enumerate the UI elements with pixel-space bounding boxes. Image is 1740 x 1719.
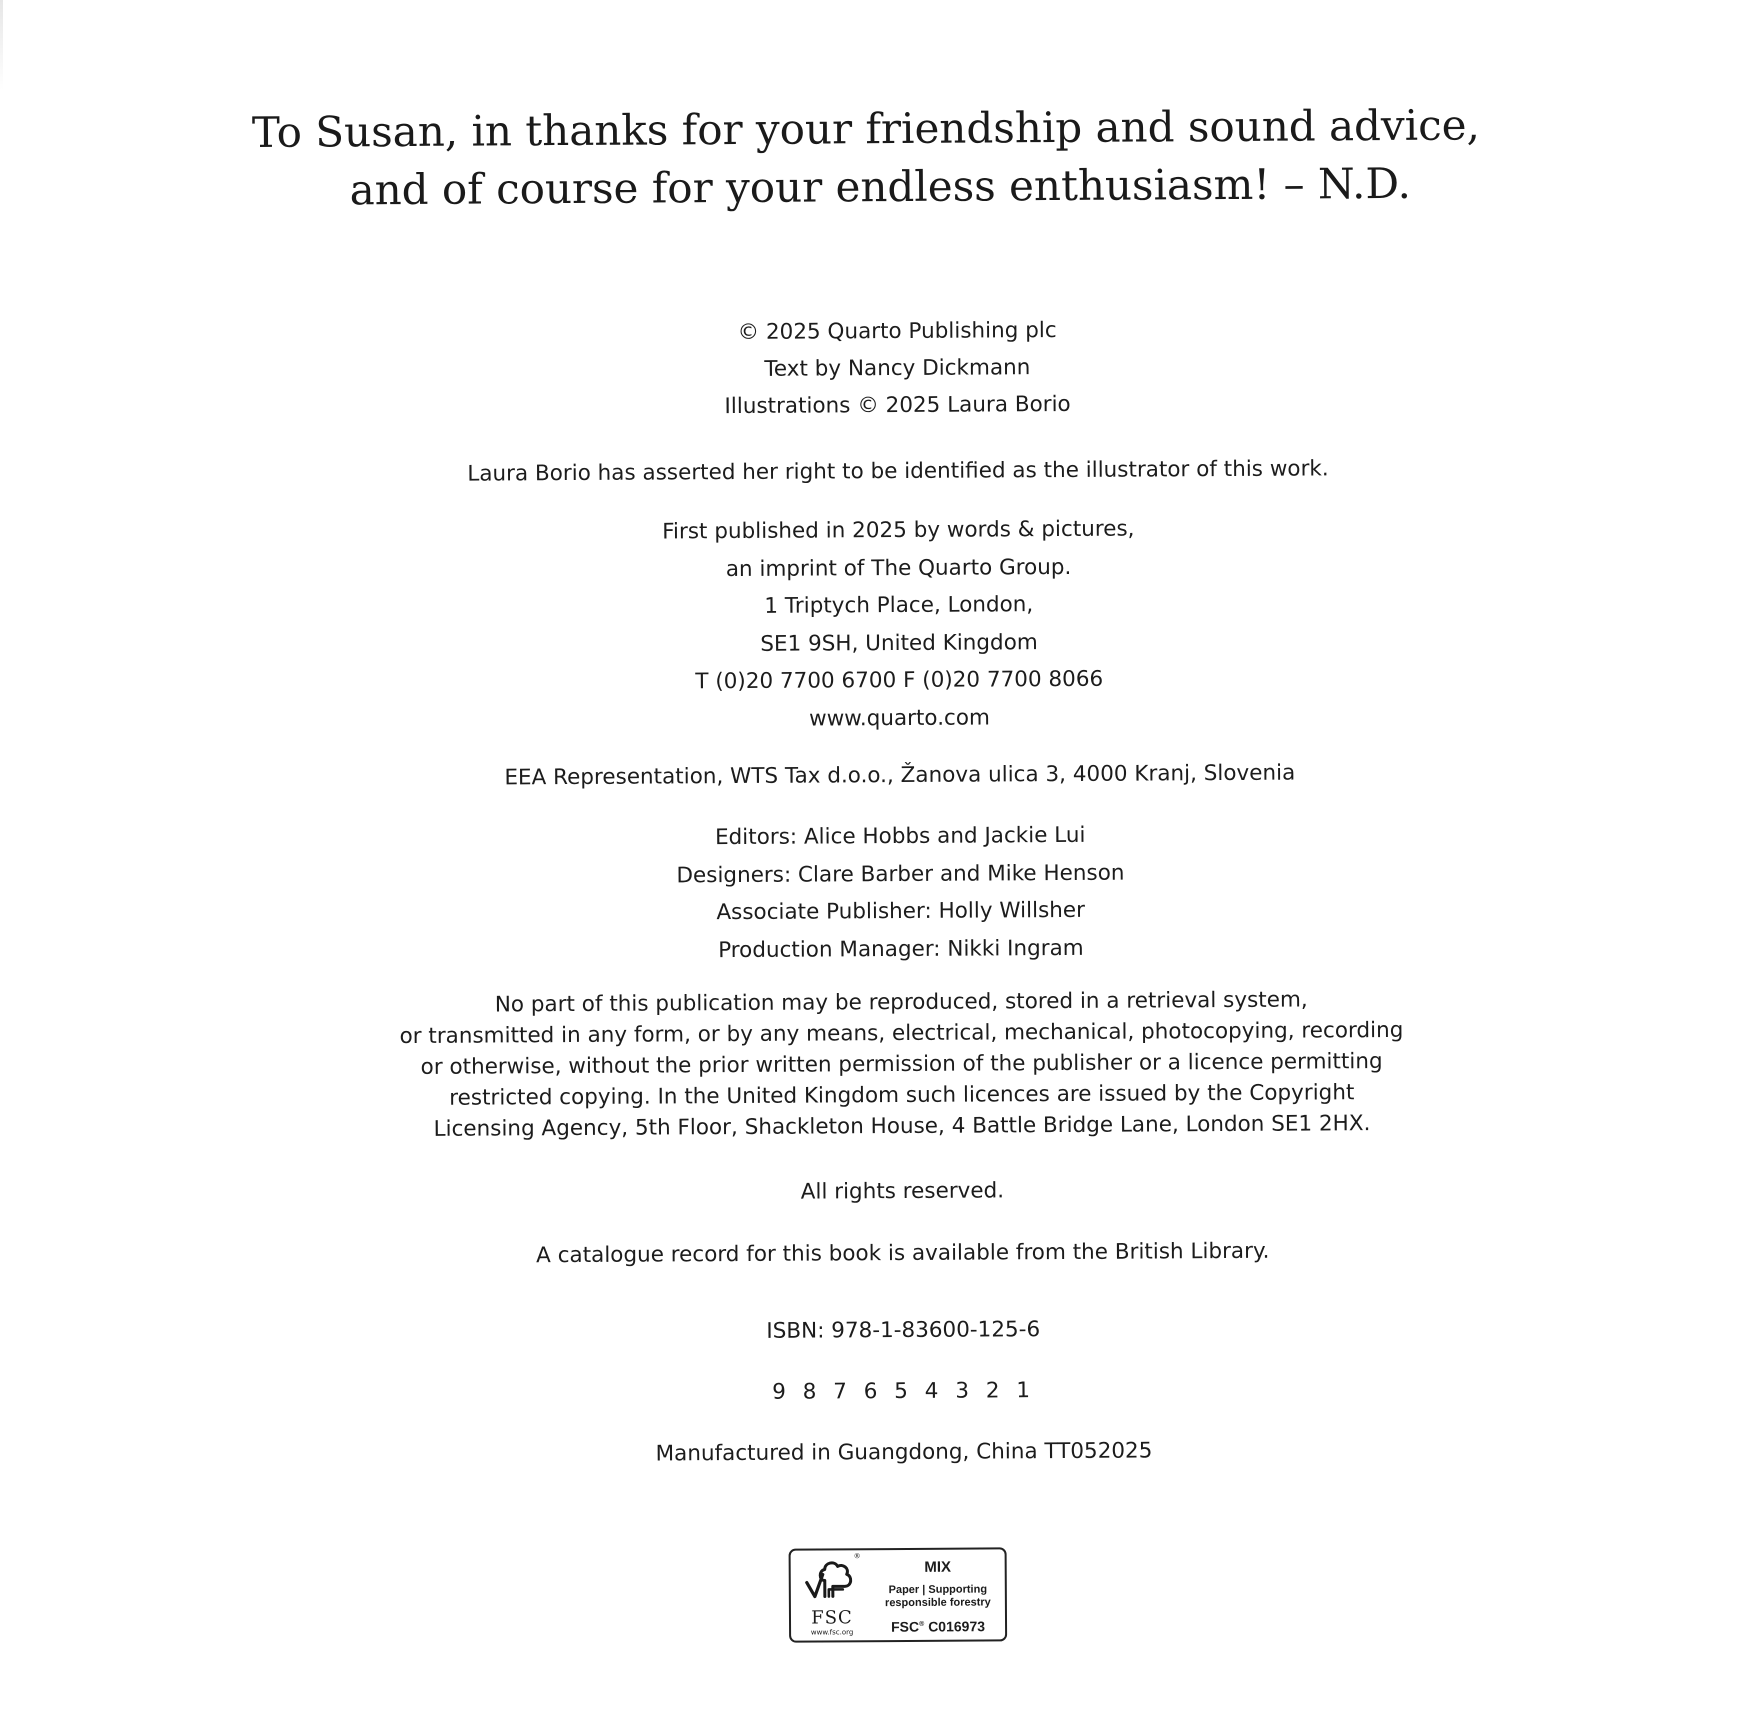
address-line-1: 1 Triptych Place, London,	[764, 592, 1034, 619]
fsc-info	[873, 1555, 1003, 1635]
fsc-tree-logo-icon	[803, 1556, 863, 1614]
address-line-2: SE1 9SH, United Kingdom	[760, 629, 1038, 657]
isbn-line: ISBN: 978-1-83600-125-6	[766, 1317, 1041, 1344]
first-published-line: First published in 2025 by words & pictures,	[662, 516, 1135, 545]
print-line	[4, 1367, 1740, 1415]
staff-credits	[0, 813, 1740, 974]
manufactured-in	[4, 1428, 1740, 1476]
publisher-details	[0, 507, 1740, 743]
fsc-label	[789, 1547, 1008, 1642]
copyright-line: © 2025 Quarto Publishing plc	[737, 318, 1057, 345]
phone-fax-line: T (0)20 7700 6700 F (0)20 7700 8066	[695, 666, 1104, 695]
fsc-mix: MIX	[924, 1558, 952, 1576]
legal-line: restricted copying. In the United Kingdom such licences are issued by the Copyright	[449, 1080, 1355, 1111]
copyright-notice	[0, 308, 1740, 430]
all-rights-reserved	[2, 1167, 1740, 1215]
imprint-line: an imprint of The Quarto Group.	[725, 554, 1072, 582]
illustrations-line: Illustrations © 2025 Laura Borio	[724, 391, 1071, 420]
legal-notice	[1, 981, 1740, 1147]
editors-line: Editors: Alice Hobbs and Jackie Lui	[714, 822, 1086, 851]
website-line: www.quarto.com	[808, 704, 991, 732]
dedication-line-2: and of course for your endless enthusiasm! – N.D.	[349, 158, 1412, 215]
production-manager-line: Production Manager: Nikki Ingram	[718, 935, 1084, 963]
print-number-line: 9 8 7 6 5 4 3 2 1	[772, 1378, 1036, 1405]
asserted-line: Laura Borio has asserted her right to be identified as the illustrator of this work.	[467, 456, 1329, 487]
fsc-url: www.fsc.org	[810, 1628, 854, 1637]
eea-line: EEA Representation, WTS Tax d.o.o., Žanova ulica 3, 4000 Kranj, Slovenia	[504, 760, 1296, 791]
fsc-desc-line-2: responsible forestry	[884, 1596, 991, 1610]
fsc-license-reg: ®	[919, 1620, 925, 1628]
fsc-registered-mark: ®	[853, 1552, 861, 1561]
author-line: Text by Nancy Dickmann	[764, 355, 1031, 382]
fsc-desc-line-1: Paper | Supporting	[888, 1583, 988, 1597]
catalogue-line: A catalogue record for this book is available from the British Library.	[536, 1238, 1270, 1269]
isbn	[3, 1306, 1740, 1354]
eea-representation	[0, 752, 1740, 800]
catalogue-record	[3, 1229, 1740, 1277]
manufactured-line: Manufactured in Guangdong, China TT052025	[655, 1438, 1153, 1467]
legal-line: No part of this publication may be reproduced, stored in a retrieval system,	[494, 987, 1308, 1018]
fsc-license	[873, 1615, 1003, 1635]
legal-line: or transmitted in any form, or by any means, electrical, mechanical, photocopying, recording	[399, 1017, 1404, 1050]
dedication	[0, 95, 1736, 222]
legal-line: or otherwise, without the prior written permission of the publisher or a licence permitting	[420, 1049, 1383, 1080]
dedication-line-1: To Susan, in thanks for your friendship and sound advice,	[251, 100, 1481, 157]
rights-line: All rights reserved.	[800, 1178, 1005, 1205]
legal-line: Licensing Agency, 5th Floor, Shackleton House, 4 Battle Bridge Lane, London SE1 2HX.	[433, 1111, 1371, 1142]
moral-rights-statement	[0, 448, 1740, 496]
fsc-license-code: C016973	[928, 1618, 986, 1635]
fsc-license-brand: FSC	[891, 1618, 920, 1635]
designers-line: Designers: Clare Barber and Mike Henson	[676, 860, 1125, 888]
associate-publisher-line: Associate Publisher: Holly Willsher	[716, 897, 1086, 926]
fsc-brand: FSC	[811, 1607, 853, 1629]
